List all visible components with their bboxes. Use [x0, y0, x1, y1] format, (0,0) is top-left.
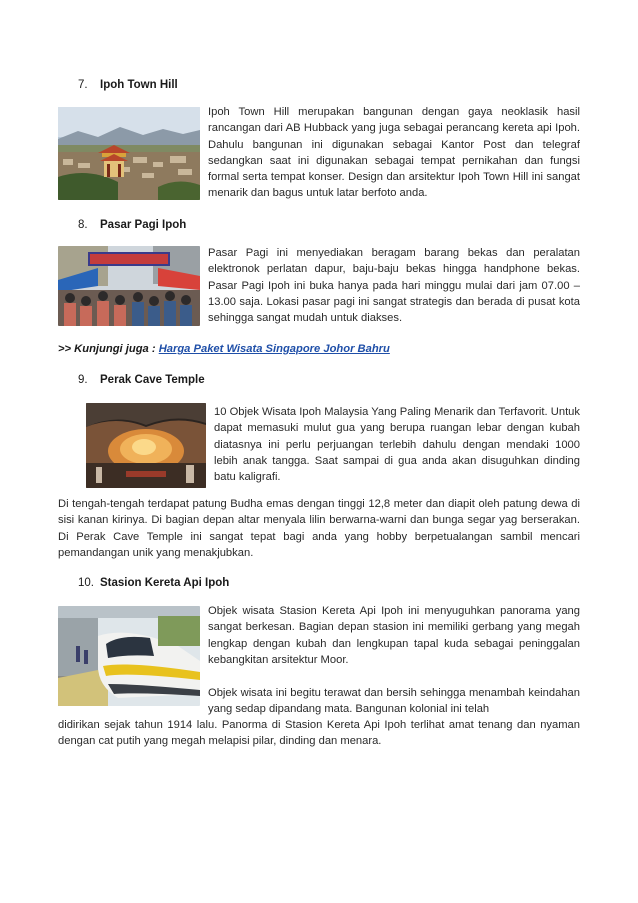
section-title: Perak Cave Temple [100, 374, 205, 386]
section-paragraph: Ipoh Town Hill merupakan bangunan dengan gaya neoklasik hasil rancangan dari AB Hubback yang juga sebagai perancang kereta api Ipoh. Dahulu bangunan ini digunakan sebagai Kantor Post dan telegraf sedangkan saat ini digunakan sebagai tempat pernikahan dan fungsi formal serta tempat konser. Design dan arsitektur Ipoh Town Hill ini sangat menarik dan bagus untuk latar berfoto anda. [208, 106, 580, 200]
visit-link[interactable]: Harga Paket Wisata Singapore Johor Bahru [158, 343, 390, 355]
ipoh-town-hill-photo [58, 107, 200, 200]
section-paragraph: didirikan sejak tahun 1914 lalu. Panorma di Stasion Kereta Api Ipoh terlihat amat tenang dan nyaman dengan cat putih yang megah melapisi pilar, dinding dan menara. [58, 719, 580, 748]
pasar-pagi-photo [58, 246, 200, 326]
perak-cave-temple-photo [86, 403, 206, 488]
section-number: 9. [78, 374, 88, 386]
visit-also-line [58, 343, 390, 355]
section-paragraph: Pasar Pagi ini menyediakan beragam barang bekas dan peralatan elektronok perlatan dapur, baju-baju bekas hingga handphone bekas. Pasar Pagi Ipoh ini buka hanya pada hari minggu mulai dari jam 07.00 – 13.00 saja. Lokasi pasar pagi ini sangat strategis dan berada di pusat kota sehingga sangat mudah untuk diakses. [208, 247, 580, 325]
visit-prefix: >> Kunjungi juga : [58, 343, 159, 355]
section-heading-9 [78, 374, 205, 386]
section-number: 7. [78, 79, 88, 91]
section-heading-10 [78, 577, 229, 589]
section-paragraph: Objek wisata ini begitu terawat dan bersih sehingga menambah keindahan yang sedap dipandang mata. Bangunan kolonial ini telah [208, 687, 580, 716]
section-paragraph: 10 Objek Wisata Ipoh Malaysia Yang Paling Menarik dan Terfavorit. Untuk dapat memasuki mulut gua yang berupa ruangan lebar dengan kubah diatasnya ini perlu perjuangan terlebih dahulu dengan mendaki 1000 lebih anak tangga. Saat sampai di gua anda akan disuguhkan dinding batu kaligrafi. [214, 406, 580, 484]
stasion-kereta-api-photo [58, 606, 200, 706]
section-title: Ipoh Town Hill [100, 79, 178, 91]
section-title: Stasion Kereta Api Ipoh [100, 577, 230, 589]
section-number: 8. [78, 219, 88, 231]
section-paragraph: Di tengah-tengah terdapat patung Budha emas dengan tinggi 12,8 meter dan diapit oleh patung dewa di sisi kanan kirinya. Di bagian depan altar menyala lilin berwarna-warni dan bunga segar yag berserakan. Di Perak Cave Temple ini sangat tepat bagi anda yang hobby berpetualangan sambil mencari pemandangan unik yang menakjubkan. [58, 498, 580, 559]
section-paragraph: Objek wisata Stasion Kereta Api Ipoh ini menyuguhkan panorama yang sangat berkesan. Bagian depan stasion ini memiliki gerbang yang megah lengkap dengan kubah dan lengkupan tapal kuda sebagai peninggalan kebangkitan arsitektur Moor. [208, 605, 580, 666]
section-heading-7 [78, 79, 178, 91]
section-heading-8 [78, 219, 186, 231]
section-number: 10. [78, 577, 94, 589]
section-title: Pasar Pagi Ipoh [100, 219, 187, 231]
